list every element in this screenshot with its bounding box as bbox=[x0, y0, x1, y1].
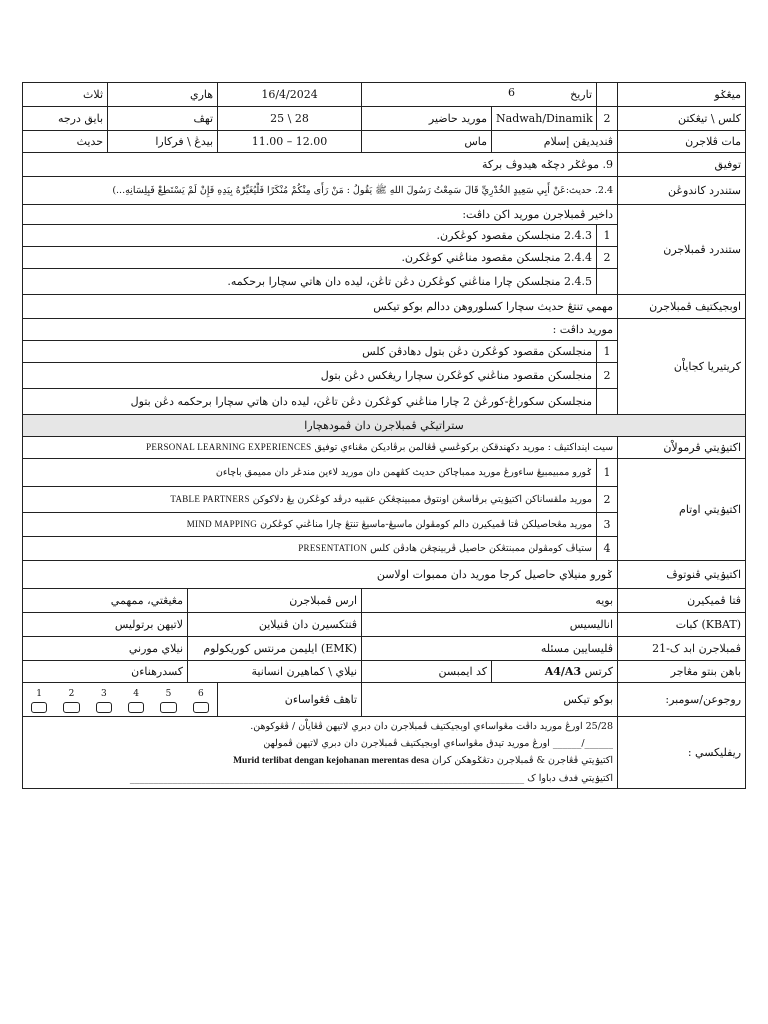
bbm-cell bbox=[492, 661, 618, 683]
permulaan-en: PERSONAL LEARNING EXPERIENCES bbox=[146, 442, 312, 452]
tahap-scale-numbers bbox=[23, 686, 217, 702]
elemen-1-k1: ڤتا ڤميکيرن bbox=[618, 589, 746, 613]
refleksi-content bbox=[23, 717, 618, 789]
elemen-2-k1: (KBAT) کبات bbox=[618, 613, 746, 637]
scale-checkbox-6[interactable] bbox=[193, 702, 209, 713]
sp-item-1: 2.4.3 منجلسکن مقصود کوڠکرن. bbox=[23, 225, 597, 247]
mata-label: مات ڤلاجرن bbox=[618, 131, 746, 153]
scale-1: 1 bbox=[36, 689, 43, 699]
penutup-value: ݢورو منيلاي حاصيل کرجا موريد دان ممبوات اولاسن bbox=[23, 561, 618, 589]
hari-label: هاري bbox=[108, 83, 218, 107]
utama-item-1 bbox=[23, 459, 597, 487]
utama-item-2-text: موريد ملقساناکن اکتيۏيتي برڤاسڠن اونتوق ممبينچڠکن عقبيه درڤد کوڠکرن يڠ دلاکوکن bbox=[252, 494, 593, 505]
refleksi-label: ريفليکسي : bbox=[618, 717, 746, 789]
masa-label: ماس bbox=[362, 131, 492, 153]
elemen-1-v1: بويه bbox=[362, 589, 618, 613]
utama-item-1-num: 1 bbox=[597, 459, 618, 487]
elemen-1-k2: ارس ڤمبلاجرن bbox=[188, 589, 362, 613]
utama-item-2 bbox=[23, 487, 597, 513]
utama-item-3 bbox=[23, 513, 597, 537]
obj-label: اوبجيکتيف ڤمبلاجرن bbox=[618, 295, 746, 319]
rujukan-label: روجوعن/سومبر: bbox=[618, 683, 746, 717]
tajuk-value: 9. موڠݢر دچݢه هيدوڤ بركة bbox=[23, 153, 618, 177]
elemen-2-v1: اناليسيس bbox=[362, 613, 618, 637]
permulaan-label: اکتيۏيتي ڤرمولاْن bbox=[618, 437, 746, 459]
scale-5: 5 bbox=[165, 689, 172, 699]
kk-item-1: منجلسکن مقصود کوڠکرن دڠن بتول دهادڤن کلس bbox=[23, 341, 597, 363]
refleksi-line-4: اکتيۏيتي فدف دباوا ک ___________________________________________________________________________________ bbox=[129, 773, 614, 784]
kk-intro: موريد داڤت : bbox=[23, 319, 618, 341]
elemen-3-k1: ڤمبلاجرن ابد ک-21 bbox=[618, 637, 746, 661]
tahap-scale-boxes bbox=[23, 702, 217, 713]
refleksi-line-2: ______/______ اورڠ موريد تيدق مڠواساءي اوبجيکتيف ڤمبلاجرن دان دبري لاتيهن ڤمولهن bbox=[263, 738, 614, 749]
tajuk-label: توفيق bbox=[618, 153, 746, 177]
sp-item-3: 2.4.5 منجلسکن چارا مناڠني کوڠکرن دڠن تاڠن، ليده دان هاتي سچارا برحکمه. bbox=[23, 269, 597, 295]
kelas-value: Nadwah/Dinamik bbox=[492, 107, 597, 131]
hadir-label: موريد حاضير bbox=[362, 107, 492, 131]
tahap-scale bbox=[23, 683, 218, 717]
hari-value: ثلاث bbox=[23, 83, 108, 107]
tahap-penguasaan-label: تاهڤ ڤڠواساءن bbox=[218, 683, 362, 717]
bbm-k3: نيلاي \ کماهيرن انسانية bbox=[188, 661, 362, 683]
kelas-no: 2 bbox=[597, 107, 618, 131]
scale-2: 2 bbox=[68, 689, 75, 699]
sp-intro: داخير ڤمبلاجرن موريد اکن داڤت: bbox=[23, 205, 618, 225]
bbm-k1: کرتس bbox=[584, 664, 614, 678]
tahap-label: تهڤ bbox=[108, 107, 218, 131]
utama-label: اکتيۏيتي اوتام bbox=[618, 459, 746, 561]
scale-4: 4 bbox=[133, 689, 140, 699]
scale-6: 6 bbox=[197, 689, 204, 699]
sp-item-2-num: 2 bbox=[597, 247, 618, 269]
bidang-label: بيدڠ \ فركارا bbox=[108, 131, 218, 153]
scale-checkbox-3[interactable] bbox=[96, 702, 112, 713]
scale-3: 3 bbox=[100, 689, 107, 699]
sp-label: ستندرد ڤمبلاجرن bbox=[618, 205, 746, 295]
bidang-value: حديث bbox=[23, 131, 108, 153]
kk-item-3: منجلسکن سکوراڠ-کورڠڽ 2 چارا مناڠني کوڠکرن دڠن تاڠن، ليده دان هاتي سچارا برحکمه دڠن بتول bbox=[23, 389, 597, 415]
elemen-3-v2: نيلاي مورني bbox=[23, 637, 188, 661]
utama-item-4-en: PRESENTATION bbox=[298, 543, 368, 553]
bbm-label: باهن بنتو مڠاجر bbox=[618, 661, 746, 683]
kk-item-3-num bbox=[597, 389, 618, 415]
scale-checkbox-5[interactable] bbox=[160, 702, 176, 713]
utama-item-3-num: 3 bbox=[597, 513, 618, 537]
refleksi-line-3 bbox=[27, 752, 613, 770]
tarikh-value: 16/4/2024 bbox=[218, 83, 362, 107]
utama-item-4-num: 4 bbox=[597, 537, 618, 561]
utama-item-2-num: 2 bbox=[597, 487, 618, 513]
lesson-plan-table bbox=[22, 82, 746, 789]
minggu-value: 6 bbox=[508, 86, 516, 99]
sk-label: ستندرد کاندوڠن bbox=[618, 177, 746, 205]
kk-label: کريتيريا کجاياْن bbox=[618, 319, 746, 415]
elemen-1-v2: مڠيڠتي، ممهمي bbox=[23, 589, 188, 613]
lesson-plan-sheet bbox=[22, 82, 745, 789]
utama-item-2-en: TABLE PARTNERS bbox=[170, 494, 250, 504]
mata-value: ڤنديديقن إسلام bbox=[492, 131, 618, 153]
bbm-v3: کسدرهناءن bbox=[23, 661, 188, 683]
scale-checkbox-1[interactable] bbox=[31, 702, 47, 713]
elemen-2-v2: لاتيهن برتوليس bbox=[23, 613, 188, 637]
elemen-3-v1: ڤليسايين مسئله bbox=[362, 637, 618, 661]
utama-item-4-text: ستياڤ کومڤولن ممبنتڠکن حاصيل ڤربينچڠن هادڤن کلس bbox=[370, 543, 593, 554]
permulaan-cell bbox=[23, 437, 618, 459]
hadir-value: 25 \ 28 bbox=[218, 107, 362, 131]
tarikh-label: تاريخ bbox=[362, 83, 597, 107]
kk-item-2: منجلسکن مقصود مناڠني کوڠکرن سچارا ريڠکس دڠن بتول bbox=[23, 363, 597, 389]
scale-checkbox-4[interactable] bbox=[128, 702, 144, 713]
bbm-value: A4/A3 bbox=[544, 664, 582, 678]
obj-value: مهمي تنتڠ حديث سچارا کسلوروهن ددالم بوکو تيکس bbox=[23, 295, 618, 319]
kk-item-1-num: 1 bbox=[597, 341, 618, 363]
bbm-k2: کد ايمبسن bbox=[362, 661, 492, 683]
masa-value: 11.00 – 12.00 bbox=[218, 131, 362, 153]
kelas-label: کلس \ تيڠکتن bbox=[618, 107, 746, 131]
scale-checkbox-2[interactable] bbox=[63, 702, 79, 713]
sp-item-1-num: 1 bbox=[597, 225, 618, 247]
sk-value: 2.4. حديث:عَنْ أَبِي سَعِيدٍ الخُدْرِيِّ قَالَ سَمِعْتُ رَسُولَ اللهِ ﷺ يَقُولُ : مَنْ رَأَى مِنْكُمْ مُنْكَرًا فَلْيُغَيِّرْهُ بِيَدِهِ فَإِنْ لَمْ يَسْتَطِعْ فَبِلِسَانِهِ...) bbox=[23, 177, 618, 205]
utama-item-4 bbox=[23, 537, 597, 561]
utama-item-1-text: ݢورو ممبيمبيڠ ساءورڠ موريد ممباچاکن حديث کڤهمن دان موريد لاءين مندڠر دان مميمق باچاءن bbox=[215, 466, 593, 478]
tahap-value: بايق درجه bbox=[23, 107, 108, 131]
elemen-3-k2: (EMK) ايليمن مرنتس کوريکولوم bbox=[188, 637, 362, 661]
utama-item-3-en: MIND MAPPING bbox=[186, 519, 258, 529]
sp-item-3-num bbox=[597, 269, 618, 295]
rujukan-value: بوکو تيکس bbox=[362, 683, 618, 717]
refleksi-line-1: 25/28 اورڠ موريد داڤت مڠواساءي اوبجيکتيف ڤمبلاجرن دان دبري لاتيهن ڤڠاياْن / ڤڠوکوهن. bbox=[250, 721, 614, 732]
refleksi-line-3-en: Murid terlibat dengan kejohanan merentas desa bbox=[233, 756, 429, 766]
utama-item-3-text: موريد مڠحاصيلکن ڤتا ڤميکيرن دالم کومڤولن ماسيڠ-ماسيڠ تنتڠ چارا مناڠني کوڠکرن bbox=[260, 519, 593, 530]
refleksi-line-3-ar: اکتيۏيتي ڤڠاجرن & ڤمبلاجرن دتڠݢوهکن کران bbox=[432, 755, 614, 766]
sp-item-2: 2.4.4 منجلسکن مقصود مناڠني کوڠکرن. bbox=[23, 247, 597, 269]
minggu-label: ميڠݢو bbox=[714, 87, 742, 101]
permulaan-text: سيت اينداکتيڤ : موريد دکهندقکن برکوڠسي ڤڠالمن برڤاديکن مڠناءي توفيق bbox=[314, 442, 614, 453]
strategy-header: ستراتيݢي ڤمبلاجرن دان ڤمودهچارا bbox=[23, 415, 746, 437]
kk-item-2-num: 2 bbox=[597, 363, 618, 389]
elemen-2-k2: ڤنتکسيرن دان ڤنيلاين bbox=[188, 613, 362, 637]
penutup-label: اکتيۏيتي ڤنوتوڤ bbox=[618, 561, 746, 589]
